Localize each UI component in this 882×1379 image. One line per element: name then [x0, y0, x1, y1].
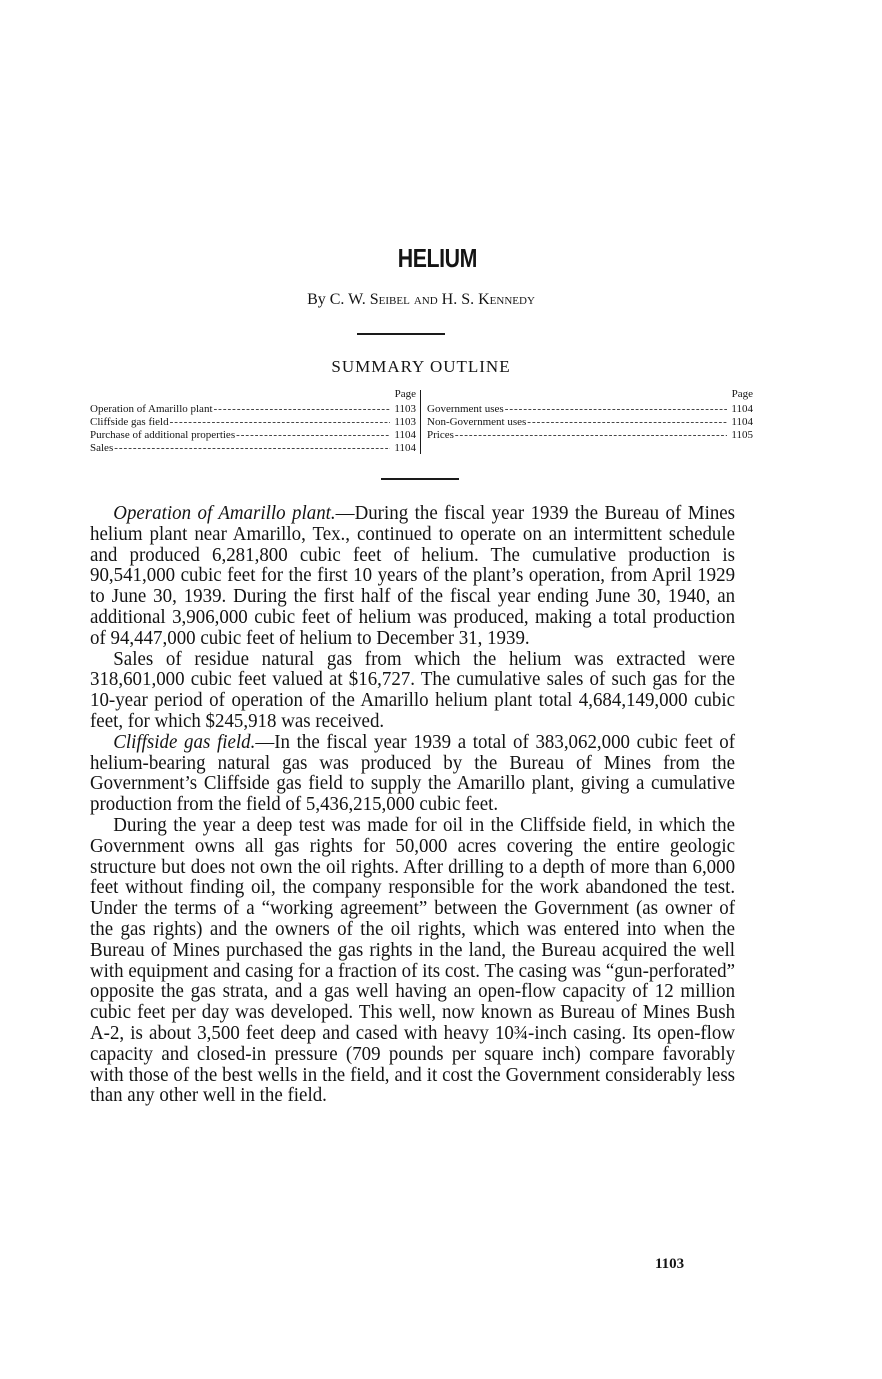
- outline-entry-page: 1103: [394, 403, 416, 415]
- byline-author1: Seibel: [369, 291, 410, 308]
- body-text: [90, 504, 735, 1107]
- outline-leader-dots: [455, 429, 728, 442]
- byline-author2: Kennedy: [478, 291, 535, 308]
- outline-rule: [381, 478, 459, 480]
- outline-leader-dots: [527, 416, 727, 429]
- outline-entry: [90, 442, 416, 455]
- body-paragraph: [90, 650, 735, 733]
- outline-entry-label: Cliffside gas field: [90, 416, 169, 428]
- outline-entry: [427, 403, 753, 416]
- outline-entry-label: Prices: [427, 429, 454, 441]
- outline-entry: [90, 416, 416, 429]
- outline-leader-dots: [170, 416, 391, 429]
- outline-entry-page: 1104: [394, 429, 416, 441]
- title-rule: [357, 333, 445, 335]
- outline-entry: [427, 416, 753, 429]
- outline-leader-dots: [214, 403, 391, 416]
- outline-column-divider: [420, 390, 421, 454]
- byline-initials2: H. S.: [441, 291, 479, 308]
- outline-entry: [90, 429, 416, 442]
- paragraph-text: During the year a deep test was made for oil in the Cliffside field, in which the Government owns all gas rights for 50,000 acres covering the entire geologic structure but does not own the oil rights. After drilling to a depth of more than 6,000 feet without finding oil, the company responsible for the work abandoned the test. Under the terms of a “working agreement” between the Government (as owner of the gas rights) and the owners of the oil rights, which was entered into when the Bureau of Mines purchased the gas rights in the land, the Bureau acquired the well with equipment and casing for a fraction of its cost. The casing was “gun-perforated” opposite the gas strata, and a gas well having an open-flow capacity of 12 million cubic feet per day was developed. This well, now known as Bureau of Mines Bush A-2, is about 3,500 feet deep and cased with heavy 10¾-inch casing. Its open-flow capacity and closed-in pressure (709 pounds per square inch) compare favorably with those of the best wells in the field, and it cost the Government considerably less than any other well in the field.: [90, 814, 736, 1107]
- outline-entry-page: 1104: [731, 403, 753, 415]
- outline-entry-label: Sales: [90, 442, 114, 454]
- body-paragraph: [90, 504, 735, 650]
- outline-left-column: [90, 388, 416, 455]
- outline-leader-dots: [236, 429, 390, 442]
- outline-left-page-header: Page: [394, 388, 416, 400]
- byline-conj: and: [409, 291, 442, 308]
- paragraph-lead-heading: Cliffside gas field.: [113, 731, 256, 753]
- paragraph-text: Sales of residue natural gas from which the helium was extracted were 318,601,000 cubic feet valued at $16,727. The cumulative sales of such gas for the 10-year period of operation of the Amarillo helium plant total 4,684,149,000 cubic feet, for which $245,918 was received.: [90, 648, 736, 732]
- outline-leader-dots: [505, 403, 728, 416]
- outline-entry-page: 1104: [394, 442, 416, 454]
- outline-entry: [90, 403, 416, 416]
- body-paragraph: [90, 733, 735, 816]
- outline-right-column: [427, 388, 753, 442]
- outline-entry: [427, 429, 753, 442]
- byline-prefix: By C. W.: [307, 291, 370, 308]
- outline-entry-page: 1104: [731, 416, 753, 428]
- outline-entry-page: 1103: [394, 416, 416, 428]
- paragraph-lead-heading: Operation of Amarillo plant.: [113, 503, 336, 524]
- outline-entry-page: 1105: [731, 429, 753, 441]
- page-title: HELIUM: [397, 243, 478, 273]
- outline-entry-label: Non-Government uses: [427, 416, 527, 428]
- paragraph-text: —During the fiscal year 1939 the Bureau of Mines helium plant near Amarillo, Tex., continued to operate on an intermittent schedule and produced 6,281,800 cubic feet of helium. The cumulative production is 90,541,000 cubic feet for the first 10 years of the plant’s operation, from April 1929 to June 30, 1939. During the first half of the fiscal year ending June 30, 1940, an additional 3,906,000 cubic feet of helium was produced, making a total production of 94,447,000 cubic feet of helium to December 31, 1939.: [90, 503, 736, 649]
- outline-entry-label: Operation of Amarillo plant: [90, 403, 213, 415]
- outline-entry-label: Purchase of additional properties: [90, 429, 236, 441]
- body-paragraph: [90, 816, 735, 1107]
- paragraph-text: —In the fiscal year 1939 a total of 383,062,000 cubic feet of helium-bearing natural gas was produced by the Bureau of Mines from the Government’s Cliffside gas field to supply the Amarillo plant, giving a cumulative production from the field of 5,436,215,000 cubic feet.: [90, 731, 736, 816]
- byline: [0, 291, 842, 309]
- outline-right-page-header: Page: [731, 388, 753, 400]
- outline-entry-label: Government uses: [427, 403, 504, 415]
- page-number: 1103: [655, 1256, 685, 1272]
- outline-heading: SUMMARY OUTLINE: [331, 357, 511, 376]
- outline-leader-dots: [114, 442, 390, 455]
